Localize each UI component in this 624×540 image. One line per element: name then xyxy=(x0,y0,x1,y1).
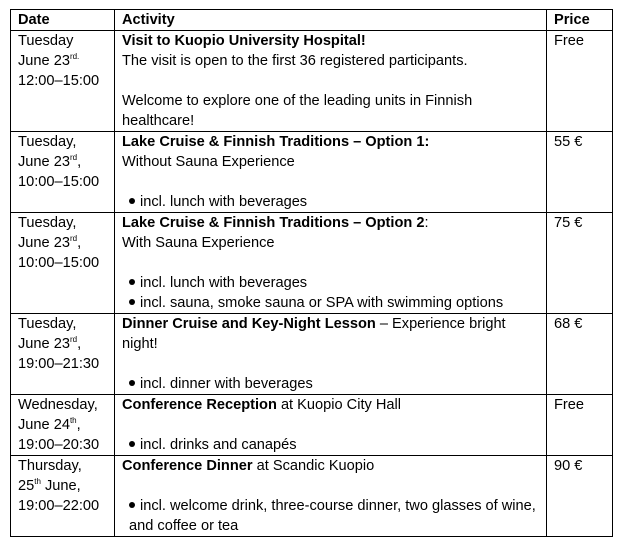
table-row xyxy=(11,213,613,314)
date-time: 19:00–22:00 xyxy=(18,498,100,514)
activity-cell xyxy=(115,213,547,314)
price-cell: 68 € xyxy=(547,314,613,395)
date-cell xyxy=(11,31,115,132)
bullet-icon xyxy=(129,299,135,305)
table-row xyxy=(11,132,613,213)
date-day: Tuesday xyxy=(18,33,74,49)
price-cell: Free xyxy=(547,395,613,456)
activity-title: Dinner Cruise and Key-Night Lesson – Experience bright night! xyxy=(122,316,506,352)
activity-title: Visit to Kuopio University Hospital! xyxy=(122,33,366,49)
activity-cell xyxy=(115,456,547,537)
header-date: Date xyxy=(11,10,115,31)
date-cell xyxy=(11,314,115,395)
date-date: June 23rd, xyxy=(18,153,82,170)
activity-line: With Sauna Experience xyxy=(122,235,275,251)
date-cell xyxy=(11,132,115,213)
date-time: 10:00–15:00 xyxy=(18,255,100,271)
list-item: incl. drinks and canapés xyxy=(122,435,539,455)
bullet-icon xyxy=(129,502,135,508)
header-row xyxy=(11,10,613,31)
date-time: 19:00–21:30 xyxy=(18,356,100,372)
date-date: June 24th, xyxy=(18,416,81,433)
bullet-icon xyxy=(129,198,135,204)
table-row xyxy=(11,31,613,132)
activity-title: Conference Dinner at Scandic Kuopio xyxy=(122,458,375,474)
price-cell: 90 € xyxy=(547,456,613,537)
activity-line: Welcome to explore one of the leading units in Finnish healthcare! xyxy=(122,93,473,129)
activity-cell xyxy=(115,132,547,213)
date-day: Tuesday, xyxy=(18,316,77,332)
activity-title: Lake Cruise & Finnish Traditions – Option 1: xyxy=(122,134,430,150)
price-cell: Free xyxy=(547,31,613,132)
list-item: incl. welcome drink, three-course dinner, two glasses of wine, and coffee or tea xyxy=(129,498,536,534)
list-item: incl. lunch with beverages xyxy=(122,192,539,212)
date-day: Tuesday, xyxy=(18,215,77,231)
price-cell: 75 € xyxy=(547,213,613,314)
list-item: incl. sauna, smoke sauna or SPA with swimming options xyxy=(122,293,539,313)
date-cell xyxy=(11,213,115,314)
date-time: 19:00–20:30 xyxy=(18,437,100,453)
bullet-icon xyxy=(129,380,135,386)
date-cell xyxy=(11,456,115,537)
activity-cell xyxy=(115,314,547,395)
table-row xyxy=(11,314,613,395)
date-date: June 23rd, xyxy=(18,234,82,251)
activity-line: Without Sauna Experience xyxy=(122,154,295,170)
activity-line: The visit is open to the first 36 registered participants. xyxy=(122,53,468,69)
table-row xyxy=(11,395,613,456)
date-date: 25th June, xyxy=(18,477,81,494)
activity-cell xyxy=(115,395,547,456)
list-item: incl. lunch with beverages xyxy=(122,273,539,293)
date-day: Wednesday, xyxy=(18,397,98,413)
activity-cell xyxy=(115,31,547,132)
date-day: Tuesday, xyxy=(18,134,77,150)
bullet-icon xyxy=(129,441,135,447)
date-date: June 23rd, xyxy=(18,335,82,352)
date-time: 10:00–15:00 xyxy=(18,174,100,190)
bullet-icon xyxy=(129,279,135,285)
price-cell: 55 € xyxy=(547,132,613,213)
date-day: Thursday, xyxy=(18,458,82,474)
list-item: incl. dinner with beverages xyxy=(122,374,539,394)
header-activity: Activity xyxy=(115,10,547,31)
date-cell xyxy=(11,395,115,456)
table-row xyxy=(11,456,613,537)
program-table xyxy=(10,9,613,537)
activity-title: Lake Cruise & Finnish Traditions – Option 2: xyxy=(122,215,429,231)
date-time: 12:00–15:00 xyxy=(18,73,100,89)
date-date: June $23^{rd.}$ xyxy=(18,52,80,69)
header-price: Price xyxy=(547,10,613,31)
activity-title: Conference Reception at Kuopio City Hall xyxy=(122,397,401,413)
